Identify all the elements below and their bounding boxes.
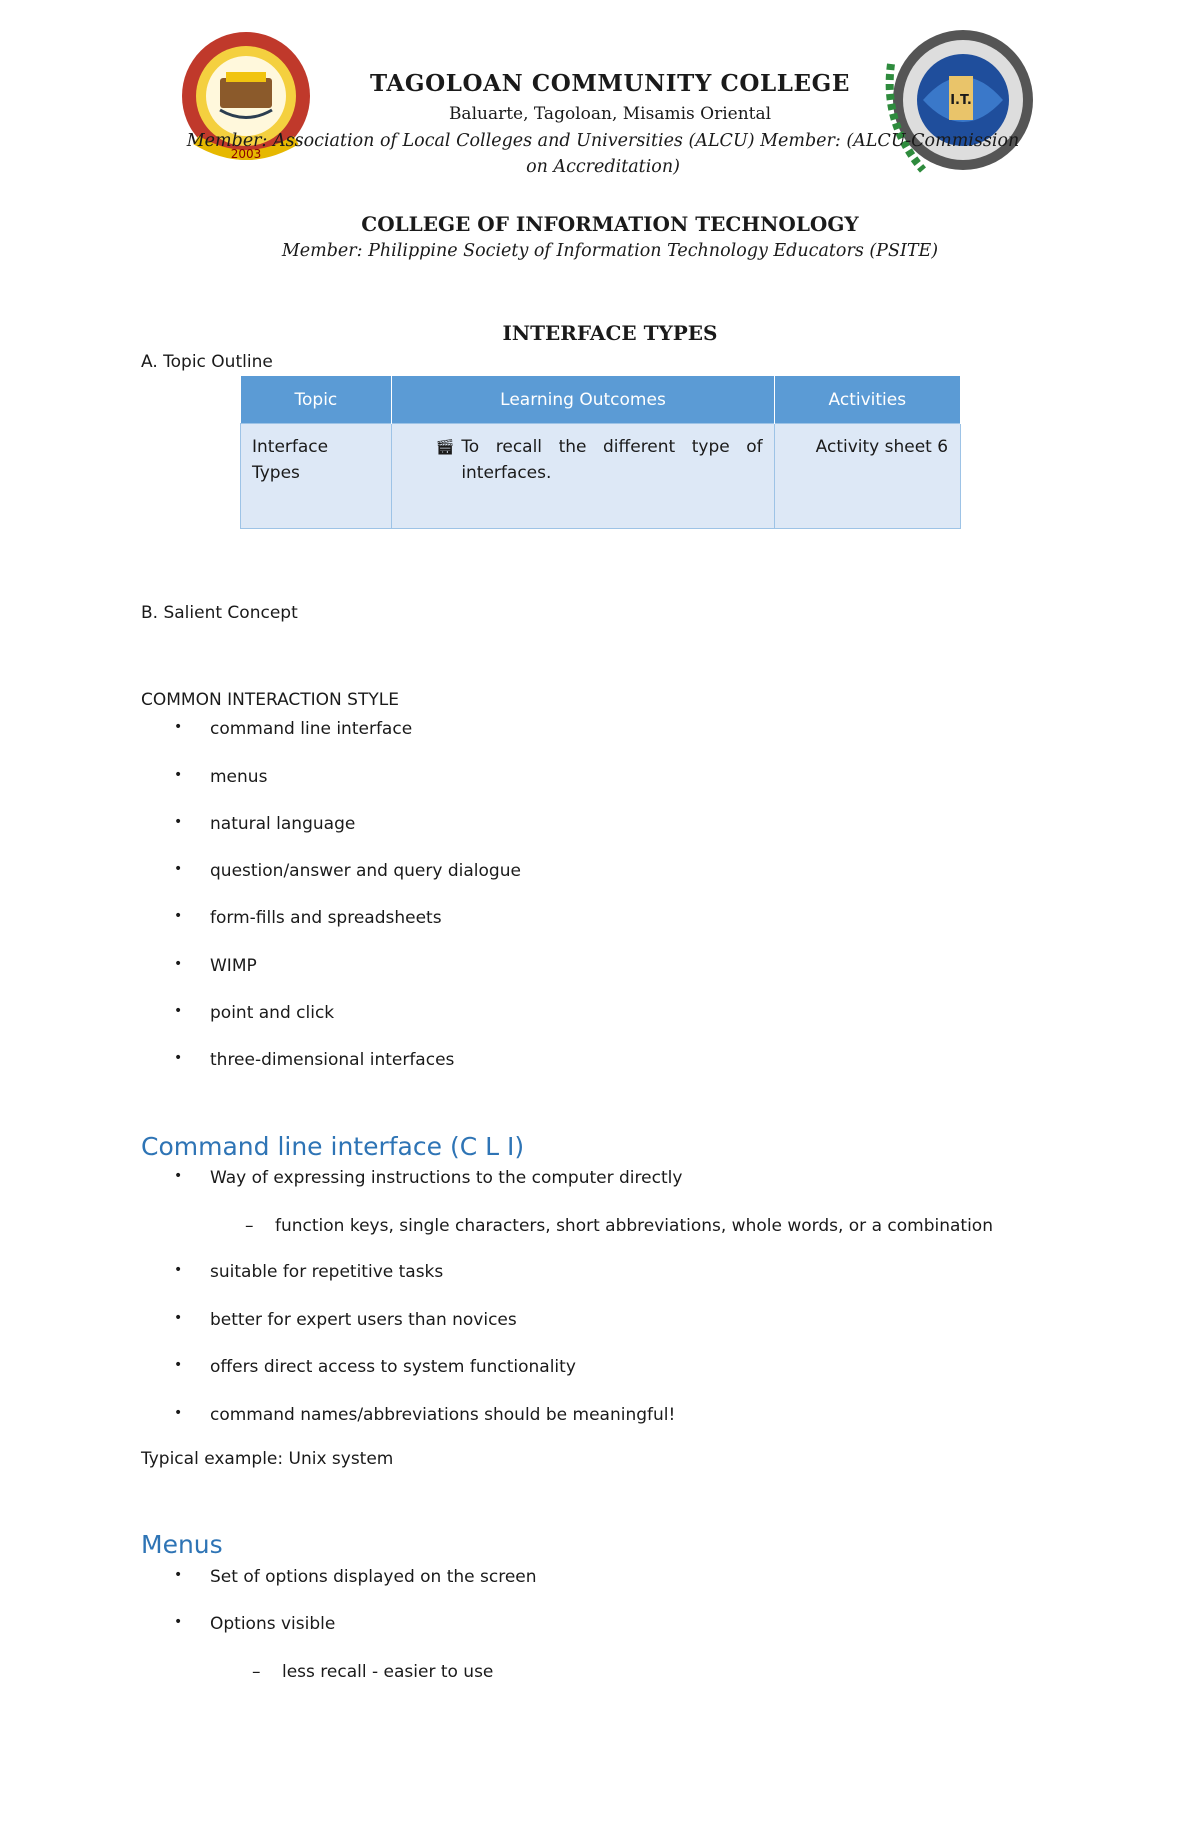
table-header-row	[241, 376, 961, 424]
list-item: • natural language	[174, 814, 356, 834]
activity-text: Activity sheet 6	[815, 437, 949, 457]
cli-heading: Command line interface (C L I)	[141, 1132, 525, 1161]
list-item: • command names/abbreviations should be meaningful!	[174, 1405, 676, 1425]
topic-cell: Interface Types	[241, 424, 392, 529]
college-address: Baluarte, Tagoloan, Misamis Oriental	[448, 104, 772, 124]
table-header-activities: Activities	[774, 376, 960, 424]
clapperboard-icon: 🎬︎	[435, 438, 455, 456]
cli-example: Typical example: Unix system	[141, 1449, 394, 1469]
table-header-outcomes: Learning Outcomes	[392, 376, 774, 424]
list-item: • suitable for repetitive tasks	[174, 1262, 444, 1282]
activity-cell	[774, 424, 960, 529]
list-item: • question/answer and query dialogue	[174, 861, 521, 881]
section-a-label: A. Topic Outline	[141, 352, 273, 372]
list-item: • offers direct access to system functionality	[174, 1357, 576, 1377]
list-item: • menus	[174, 767, 268, 787]
department-name: COLLEGE OF INFORMATION TECHNOLOGY	[361, 212, 859, 236]
menus-heading: Menus	[141, 1530, 223, 1559]
sub-list-item: – less recall - easier to use	[252, 1662, 494, 1682]
list-item: • form-fills and spreadsheets	[174, 908, 442, 928]
list-item: • point and click	[174, 1003, 335, 1023]
outcome-cell	[392, 424, 774, 529]
college-name: TAGOLOAN COMMUNITY COLLEGE	[369, 70, 851, 97]
list-item: • three-dimensional interfaces	[174, 1050, 455, 1070]
list-item: • WIMP	[174, 956, 257, 976]
membership-line: Member: Association of Local Colleges and Universities (ALCU) Member: (ALCU-Commission on Accreditation)	[186, 131, 1020, 177]
common-style-heading: COMMON INTERACTION STYLE	[141, 690, 399, 710]
list-item: • Set of options displayed on the screen	[174, 1567, 537, 1587]
table-row	[241, 424, 961, 529]
topic-outline-table	[240, 376, 961, 529]
section-b-label: B. Salient Concept	[141, 603, 298, 623]
svg-text:2003: 2003	[230, 147, 262, 161]
outcome-text: To recall the different type of interfaces.	[461, 437, 763, 483]
list-item: • Options visible	[174, 1614, 336, 1634]
svg-text:I.T.: I.T.	[950, 93, 972, 108]
department-membership: Member: Philippine Society of Information Technology Educators (PSITE)	[281, 241, 939, 261]
list-item: • better for expert users than novices	[174, 1310, 517, 1330]
document-title: INTERFACE TYPES	[502, 321, 718, 345]
list-item: • command line interface	[174, 719, 413, 739]
table-header-topic: Topic	[241, 376, 392, 424]
sub-list-item: – function keys, single characters, short abbreviations, whole words, or a combination	[245, 1216, 993, 1236]
list-item: • Way of expressing instructions to the computer directly	[174, 1168, 683, 1188]
